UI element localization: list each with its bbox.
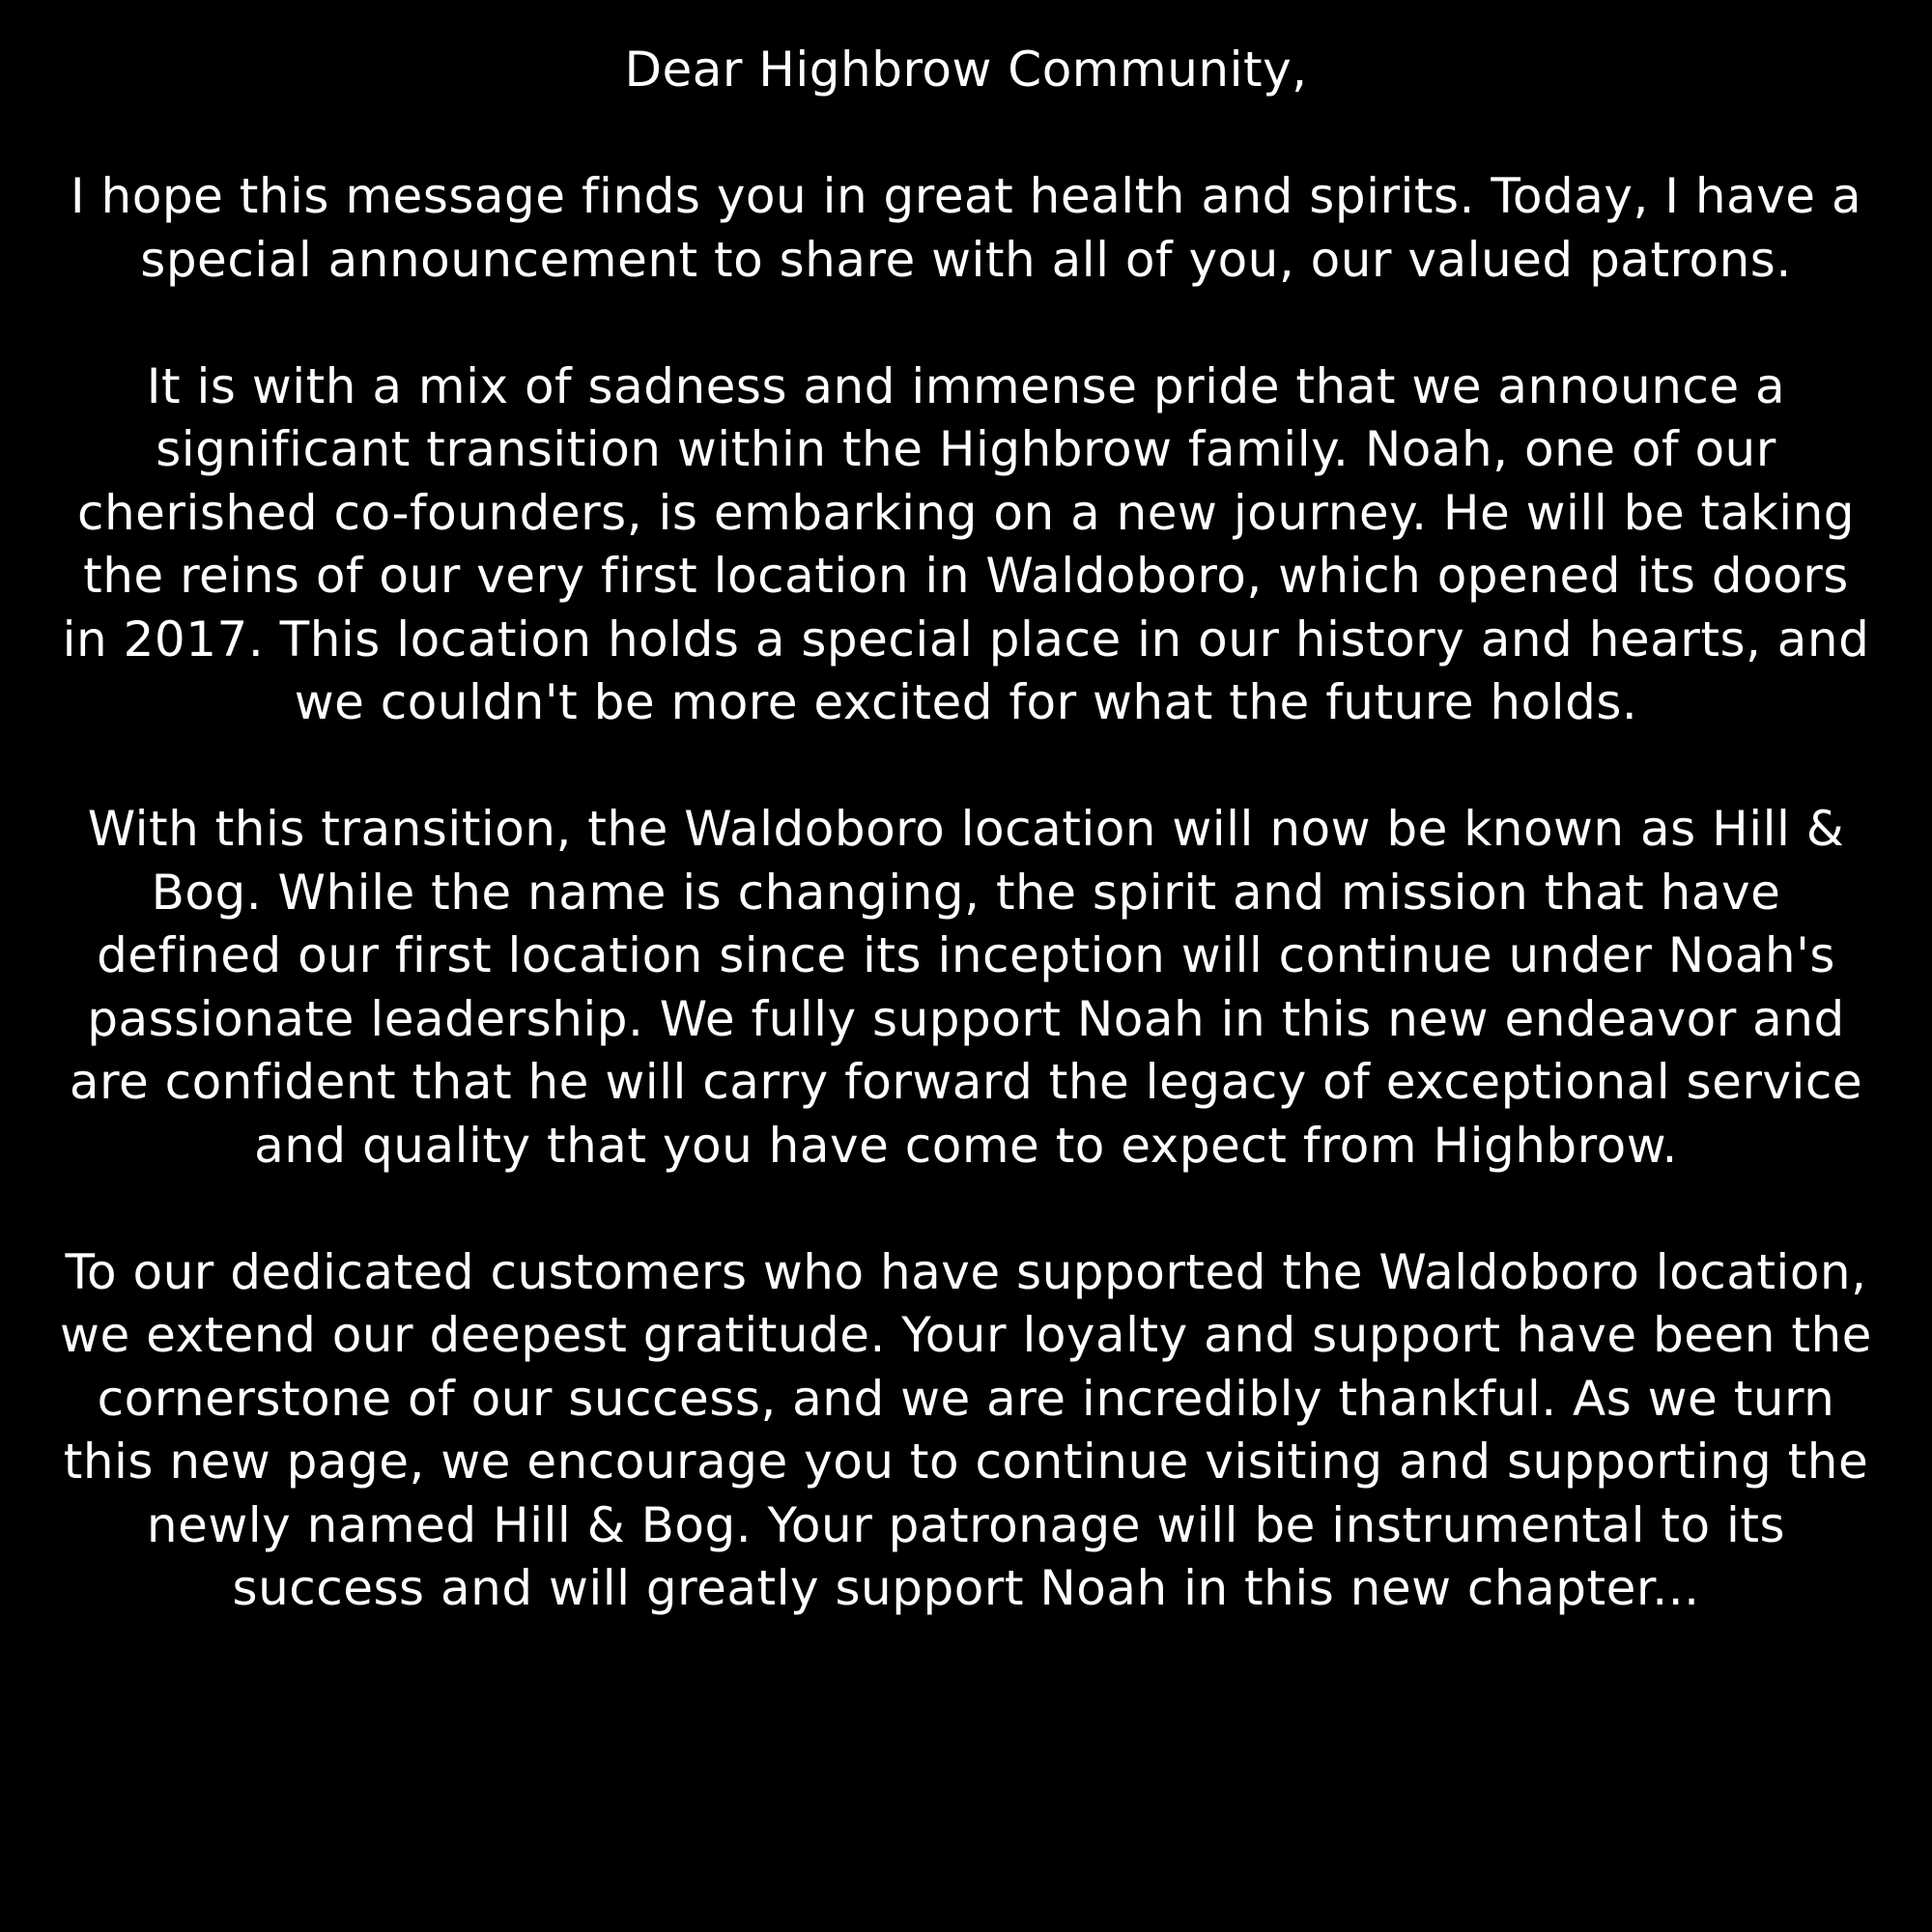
letter-paragraph-transition: It is with a mix of sadness and immense pride that we announce a significant transition within the Highbrow family. Noah, one of our cherished co-founders, is embarking on a new journey. He will be taking the reins of our very first location in Waldoboro, which opened its doors in 2017. This location holds a special place in our history and hearts, and we couldn't be more excited for what the future holds. (62, 357, 1870, 730)
letter-greeting: Dear Highbrow Community, (624, 42, 1308, 98)
announcement-letter (58, 39, 1874, 1893)
letter-paragraph-gratitude: To our dedicated customers who have supported the Waldoboro location, we extend our deepest gratitude. Your loyalty and support have been the cornerstone of our success, and we are incredibly thankful. As we turn this new page, we encourage you to continue visiting and supporting the newly named Hill & Bog. Your patronage will be instrumental to its success and will greatly support Noah in this new chapter... (60, 1243, 1872, 1616)
letter-paragraph-rename: With this transition, the Waldoboro location will now be known as Hill & Bog. While the name is changing, the spirit and mission that have defined our first location since its inception will continue under Noah's passionate leadership. We fully support Noah in this new endeavor and are confident that he will carry forward the legacy of exceptional service and quality that you have come to expect from Highbrow. (69, 801, 1863, 1174)
letter-paragraph-intro: I hope this message finds you in great health and spirits. Today, I have a special announcement to share with all of you, our valued patrons. (70, 168, 1862, 288)
